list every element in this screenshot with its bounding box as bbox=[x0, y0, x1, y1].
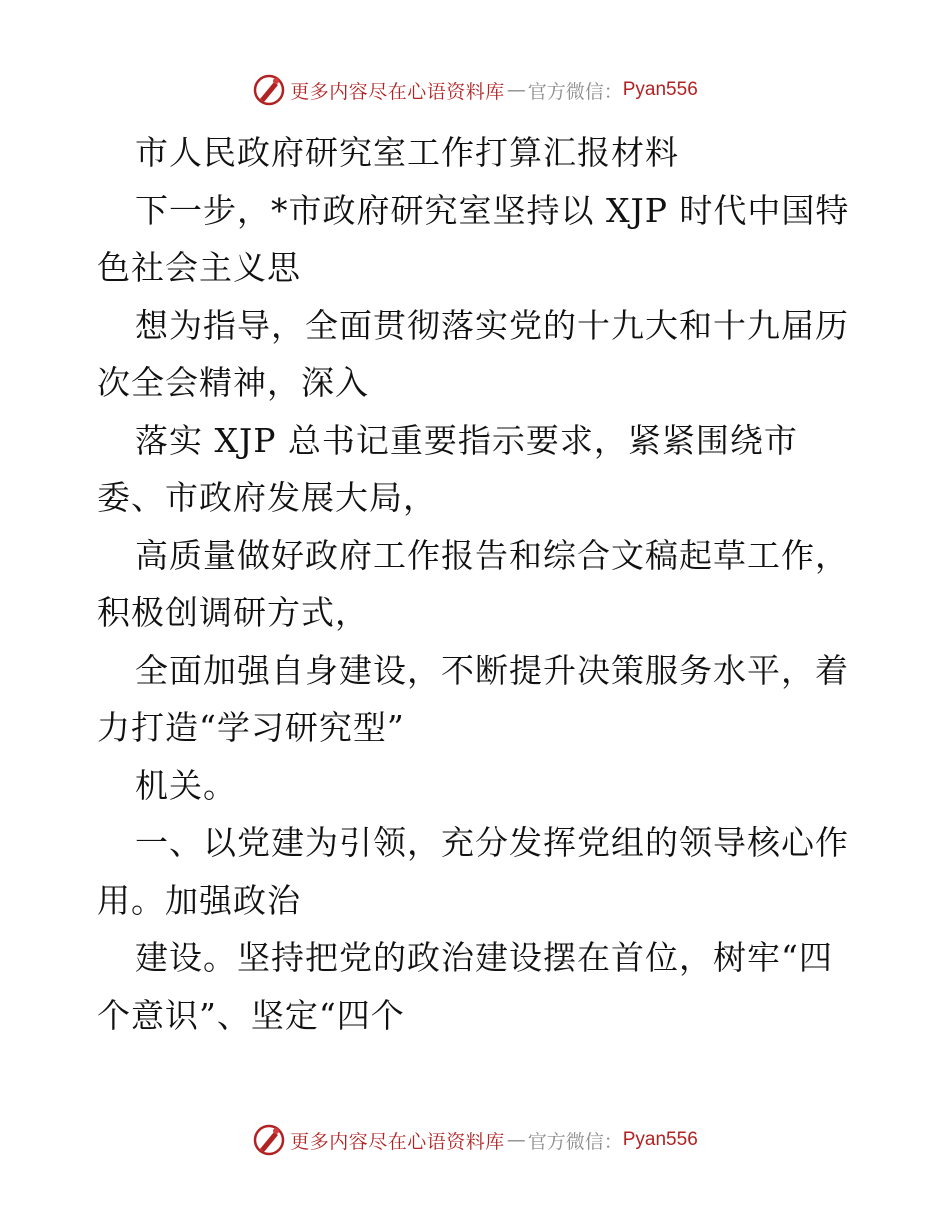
document-line: 高质量做好政府工作报告和综合文稿起草工作， bbox=[135, 535, 849, 575]
document-line: 用。加强政治 bbox=[97, 880, 301, 920]
footer-wechat-label: 官方微信： bbox=[527, 1130, 623, 1153]
footer-promo-text: 更多内容尽在心语资料库 bbox=[290, 1130, 505, 1153]
document-line: 个意识”、坚定“四个 bbox=[97, 995, 405, 1035]
footer-banner bbox=[0, 1120, 950, 1160]
document-line: 委、市政府发展大局， bbox=[97, 478, 437, 517]
footer-dash: — bbox=[506, 1129, 526, 1151]
document-line: 下一步，*市政府研究室坚持以 XJP 时代中国特 bbox=[135, 190, 850, 230]
footer-wechat-id: Pyan556 bbox=[622, 1129, 698, 1150]
document-line: 积极创调研方式， bbox=[97, 593, 369, 632]
header-dash: — bbox=[506, 79, 526, 101]
document-line: 想为指导，全面贯彻落实党的十九大和十九届历 bbox=[135, 305, 849, 345]
document-line: 全面加强自身建设，不断提升决策服务水平，着 bbox=[135, 650, 849, 690]
document-line: 一、以党建为引领，充分发挥党组的领导核心作 bbox=[135, 823, 849, 862]
document-line: 次全会精神，深入 bbox=[97, 363, 369, 402]
document-body bbox=[97, 124, 867, 1044]
pen-logo-icon bbox=[252, 73, 286, 107]
pen-logo-icon bbox=[252, 1123, 286, 1157]
document-line: 色社会主义思 bbox=[97, 248, 301, 287]
document-line: 力打造“学习研究型” bbox=[97, 708, 405, 747]
document-line: 机关。 bbox=[135, 765, 237, 805]
document-line: 建设。坚持把党的政治建设摆在首位，树牢“四 bbox=[135, 938, 833, 977]
header-wechat-id: Pyan556 bbox=[622, 79, 698, 100]
header-wechat-label: 官方微信： bbox=[527, 80, 623, 103]
document-line: 落实 XJP 总书记重要指示要求，紧紧围绕市 bbox=[135, 420, 798, 460]
header-banner bbox=[0, 70, 950, 110]
header-promo-text: 更多内容尽在心语资料库 bbox=[290, 80, 505, 103]
document-line: 市人民政府研究室工作打算汇报材料 bbox=[135, 133, 679, 172]
